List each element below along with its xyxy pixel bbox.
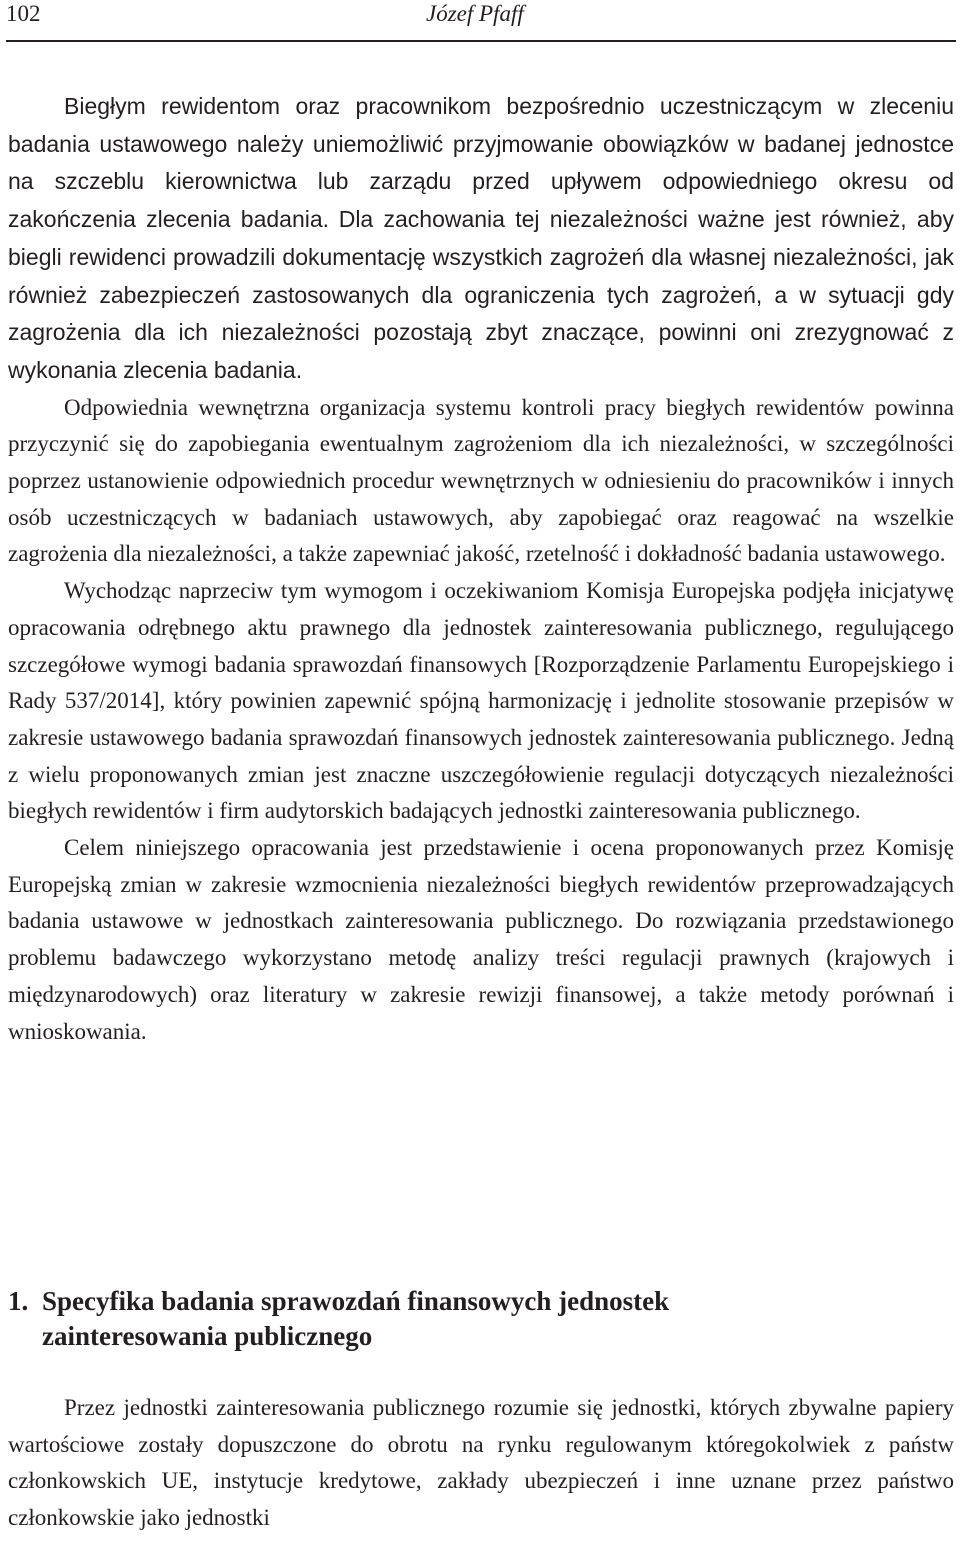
- section-title-line-1: Specyfika badania sprawozdań finansowych jednostek: [42, 1286, 670, 1316]
- paragraph-1: [8, 88, 954, 390]
- running-head-author: Józef Pfaff: [426, 1, 524, 26]
- section-paragraph-1: Przez jednostki zainteresowania publicznego rozumie się jednostki, których zbywalne papiery wartościowe zostały dopuszczone do obrotu na rynku regulowanym któregokolwiek z państw członkowskich UE, instytucje kredytowe, zakłady ubezpieczeń i inne uznane przez państwo członkowskie jako jednostki: [8, 1395, 954, 1531]
- section-body-text: [8, 1390, 954, 1537]
- section-title-line-2: zainteresowania publicznego: [42, 1321, 373, 1351]
- paragraph-4: [8, 830, 954, 1050]
- body-text-block: [8, 88, 954, 1050]
- page-header: [6, 0, 956, 42]
- paragraph-3-part-1: Wychodząc naprzeciw tym wymogom i oczekiwaniom Komisja Europejska podjęła inicjatywę opracowania odrębnego aktu prawnego dla jednostek zainteresowania publicznego, regulującego szczegółowe wymogi badania sprawozdań finansowych [Rozporządzenie Parlamentu Europejskiego i Rady 537/2014], który powinien zapewnić spójną harmonizację i jednolite stosowanie przepisów w zakresie ustawowego badania sprawozdań finansowych jednostek zainteresowania publicznego.: [8, 578, 954, 750]
- paragraph-4-part-2: Do rozwiązania przedstawionego problemu badawczego wykorzystano metodę analizy treści regulacji prawnych (krajowych i międzynarodowych) oraz literatury w zakresie rewizji finansowej, a także metody porównań i wnioskowania.: [8, 908, 954, 1044]
- paragraph-3-part-2: Jedną z wielu proponowanych zmian jest znaczne uszczegółowienie regulacji dotyczących niezależności biegłych rewidentów i firm audytorskich badających jednostki zainteresowania publicznego.: [8, 724, 954, 824]
- section-heading: [8, 1284, 954, 1354]
- page-number: 102: [6, 1, 41, 26]
- paragraph-4-part-1: Celem niniejszego opracowania jest przedstawienie i ocena proponowanych przez Komisję Europejską zmian w zakresie wzmocnienia niezależności biegłych rewidentów przeprowadzających badania ustawowe w jednostkach zainteresowania publicznego.: [8, 835, 954, 934]
- paragraph-1-part-1: Biegłym rewidentom oraz pracownikom bezpośrednio uczestniczącym w zleceniu badania ustawowego należy uniemożliwić przyjmowanie obowiązków w badanej jednostce na szczeblu kierownictwa lub zarządu przed upływem odpowiedniego okresu od zakończenia zlecenia badania.: [8, 93, 954, 233]
- paragraph-1-part-2: Dla zachowania tej niezależności ważne jest również, aby biegli rewidenci prowadzili dokumentację wszystkich zagrożeń dla własnej niezależności, jak również zabezpieczeń zastosowanych dla ograniczenia tych zagrożeń, a w sytuacji gdy zagrożenia dla ich niezależności pozostają zbyt znaczące, powinni oni zrezygnować z wykonania zlecenia badania.: [8, 206, 954, 383]
- paragraph-2: Odpowiednia wewnętrzna organizacja systemu kontroli pracy biegłych rewidentów powinna przyczynić się do zapobiegania ewentualnym zagrożeniom dla ich niezależności, w szczególności poprzez ustanowienie odpowiednich procedur wewnętrznych w odniesieniu do pracowników i innych osób uczestniczących w badaniach ustawowych, aby zapobiegać oraz reagować na wszelkie zagrożenia dla niezależności, a także zapewniać jakość, rzetelność i dokładność badania ustawowego.: [8, 394, 954, 567]
- paragraph-3: [8, 573, 954, 830]
- section-number: 1.: [8, 1286, 29, 1316]
